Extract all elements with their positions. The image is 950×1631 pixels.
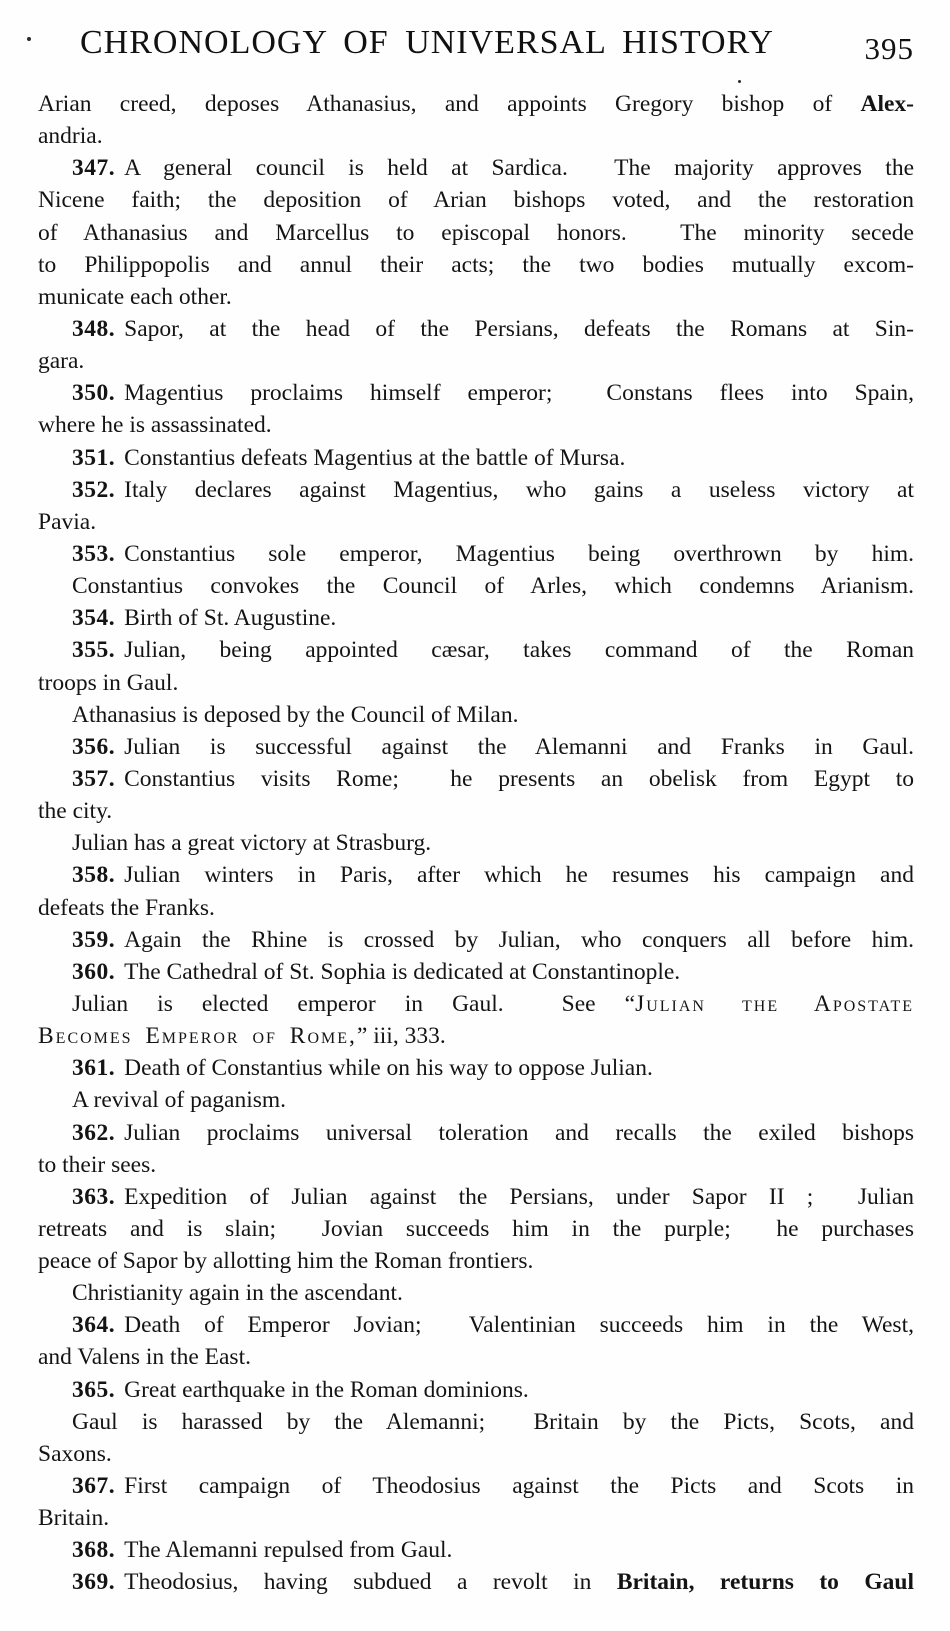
text-line <box>38 217 914 249</box>
text-segment: retreats and is slain; Jovian succeeds him in the purple; he purchases <box>38 1215 914 1242</box>
text-line <box>38 1020 914 1052</box>
text-line <box>38 988 914 1020</box>
year-label: 352. <box>72 476 116 503</box>
year-label: 355. <box>72 637 116 664</box>
text-line <box>38 570 914 602</box>
text-line <box>38 1374 914 1406</box>
year-label: 350. <box>72 380 116 407</box>
text-line <box>38 859 914 891</box>
year-label: 357. <box>72 765 116 792</box>
text-line <box>38 409 914 441</box>
ink-speck <box>27 37 31 41</box>
text-line <box>38 281 914 313</box>
text-line <box>38 1052 914 1084</box>
page-number: 395 <box>864 31 914 66</box>
text-segment: A general council is held at Sardica. The majority approves the <box>124 155 914 182</box>
text-line <box>38 1470 914 1502</box>
year-label: 351. <box>72 444 116 471</box>
text-segment: Constantius defeats Magentius at the battle of Mursa. <box>124 444 626 471</box>
text-line <box>38 1406 914 1438</box>
text-segment: Julian winters in Paris, after which he resumes his campaign and <box>124 862 914 889</box>
text-segment: Pavia. <box>38 508 97 535</box>
text-segment: and Valens in the East. <box>38 1344 251 1371</box>
year-label: 353. <box>72 540 116 567</box>
text-segment: Theodosius, having subdued a revolt in <box>124 1569 617 1596</box>
text-segment: Britain. <box>38 1505 110 1532</box>
year-label: 348. <box>72 315 116 342</box>
text-segment: Italy declares against Magentius, who gains a useless victory at <box>124 476 914 503</box>
text-segment: Saxons. <box>38 1440 112 1467</box>
text-segment: Julian is successful against the Alemanni and Franks in Gaul. <box>124 733 914 760</box>
text-segment: Christianity again in the ascendant. <box>72 1280 403 1307</box>
smallcaps-reference: Julian the Apostate <box>635 990 914 1017</box>
text-segment: Constantius sole emperor, Magentius being overthrown by him. <box>124 540 914 567</box>
year-label: 368. <box>72 1537 116 1564</box>
text-segment: Again the Rhine is crossed by Julian, who conquers all before him. <box>124 926 914 953</box>
text-line <box>38 1084 914 1116</box>
text-segment: where he is assassinated. <box>38 412 272 439</box>
text-line <box>38 474 914 506</box>
text-line <box>38 1181 914 1213</box>
text-line <box>38 1149 914 1181</box>
text-line <box>38 538 914 570</box>
text-line <box>38 602 914 634</box>
text-segment: Julian is elected emperor in Gaul. See “ <box>72 990 636 1017</box>
text-segment: defeats the Franks. <box>38 894 215 921</box>
text-segment: Death of Emperor Jovian; Valentinian succeeds him in the West, <box>124 1312 914 1339</box>
year-label: 361. <box>72 1055 116 1082</box>
text-line <box>38 249 914 281</box>
year-label: 365. <box>72 1376 116 1403</box>
text-segment: to Philippopolis and annul their acts; the two bodies mutually excom- <box>38 251 914 278</box>
year-label: 367. <box>72 1473 116 1500</box>
text-line <box>38 345 914 377</box>
text-segment: Constantius convokes the Council of Arles, which condemns Arianism. <box>72 573 914 600</box>
text-segment: troops in Gaul. <box>38 669 179 696</box>
year-label: 369. <box>72 1569 116 1596</box>
text-segment: Magentius proclaims himself emperor; Constans flees into Spain, <box>124 380 914 407</box>
year-label: 364. <box>72 1312 116 1339</box>
text-segment: Constantius visits Rome; he presents an obelisk from Egypt to <box>124 765 914 792</box>
text-segment: municate each other. <box>38 283 232 310</box>
text-line <box>38 1534 914 1566</box>
bold-text: Alex- <box>860 91 914 117</box>
text-line <box>38 313 914 345</box>
text-line <box>38 1438 914 1470</box>
text-segment: gara. <box>38 348 85 375</box>
text-segment: to their sees. <box>38 1151 157 1178</box>
text-line <box>38 1117 914 1149</box>
text-line <box>38 827 914 859</box>
text-line <box>38 506 914 538</box>
text-segment: The Alemanni repulsed from Gaul. <box>124 1537 453 1564</box>
text-line <box>38 1502 914 1534</box>
year-label: 360. <box>72 958 116 985</box>
text-line <box>38 763 914 795</box>
text-segment: Julian, being appointed cæsar, takes command of the Roman <box>124 637 914 664</box>
text-segment: Expedition of Julian against the Persians, under Sapor II ; Julian <box>124 1183 914 1210</box>
ink-speck <box>738 80 741 83</box>
text-line <box>38 377 914 409</box>
text-line <box>38 956 914 988</box>
text-line <box>38 184 914 216</box>
text-line <box>38 442 914 474</box>
text-segment: Julian proclaims universal toleration and recalls the exiled bishops <box>124 1119 914 1146</box>
text-line <box>38 1341 914 1373</box>
text-segment: Death of Constantius while on his way to oppose Julian. <box>124 1055 653 1082</box>
text-segment: of Athanasius and Marcellus to episcopal honors. The minority secede <box>38 219 914 246</box>
year-label: 356. <box>72 733 116 760</box>
text-segment: Julian has a great victory at Strasburg. <box>72 830 432 857</box>
text-segment: Birth of St. Augustine. <box>124 605 337 632</box>
text-line <box>38 1213 914 1245</box>
text-segment: Gaul is harassed by the Alemanni; Britain by the Picts, Scots, and <box>72 1408 914 1435</box>
text-segment: Arian creed, deposes Athanasius, and appoints Gregory bishop of <box>38 91 861 117</box>
body-text <box>0 88 950 1599</box>
text-segment: First campaign of Theodosius against the Picts and Scots in <box>124 1473 914 1500</box>
smallcaps-reference: Becomes Emperor of Rome, <box>38 1023 357 1050</box>
year-label: 363. <box>72 1183 116 1210</box>
text-segment: Athanasius is deposed by the Council of Milan. <box>72 701 519 728</box>
text-segment: the city. <box>38 798 113 825</box>
text-segment: ” iii, 333. <box>356 1023 446 1050</box>
text-line <box>38 1566 914 1598</box>
text-line <box>38 634 914 666</box>
text-line <box>38 120 914 152</box>
year-label: 358. <box>72 862 116 889</box>
text-segment: A revival of paganism. <box>72 1087 287 1114</box>
text-line <box>38 667 914 699</box>
year-label: 347. <box>72 155 116 182</box>
year-label: 362. <box>72 1119 116 1146</box>
text-segment: Sapor, at the head of the Persians, defeats the Romans at Sin- <box>124 315 914 342</box>
text-line <box>38 795 914 827</box>
text-segment: The Cathedral of St. Sophia is dedicated at Constantinople. <box>124 958 681 985</box>
text-line <box>38 1245 914 1277</box>
text-line <box>38 1277 914 1309</box>
text-line <box>38 924 914 956</box>
year-label: 359. <box>72 926 116 953</box>
year-label: 354. <box>72 605 116 632</box>
text-line <box>38 731 914 763</box>
text-line <box>38 152 914 184</box>
text-segment: andria. <box>38 123 103 150</box>
text-segment: peace of Sapor by allotting him the Roman frontiers. <box>38 1248 534 1275</box>
text-line <box>38 1309 914 1341</box>
text-line <box>38 88 914 120</box>
text-line <box>38 699 914 731</box>
page-header <box>0 0 950 66</box>
text-line <box>38 892 914 924</box>
running-title: CHRONOLOGY OF UNIVERSAL HISTORY <box>80 24 774 61</box>
text-segment: Great earthquake in the Roman dominions. <box>124 1376 529 1403</box>
bold-text: Britain, returns to Gaul <box>616 1569 914 1596</box>
text-segment: Nicene faith; the deposition of Arian bishops voted, and the restoration <box>38 187 914 214</box>
